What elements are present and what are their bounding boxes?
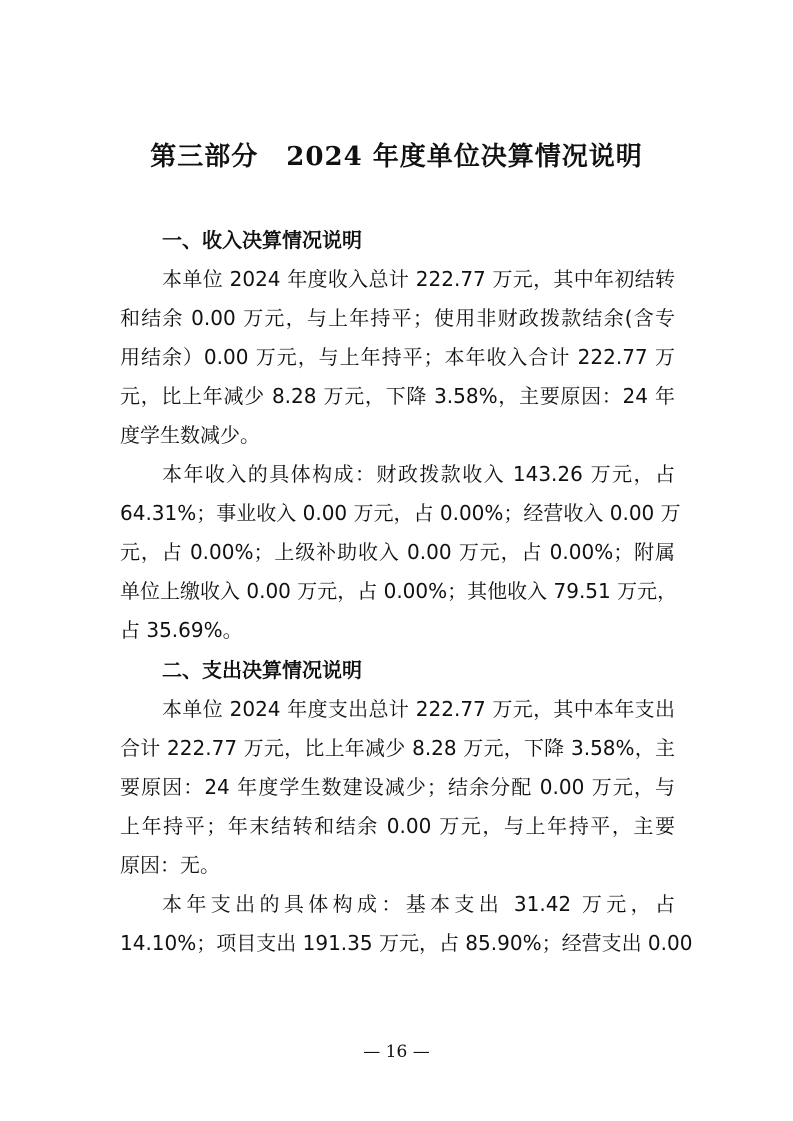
paragraph-expenditure-summary (120, 690, 675, 885)
text-line: 本年收入的具体构成：财政拨款收入 143.26 万元，占 (162, 462, 675, 486)
document-body (120, 220, 693, 963)
paragraph-income-summary (120, 260, 675, 455)
title-main-text: 2024 年度单位决算情况说明 (286, 142, 643, 172)
text-line: 和结余 0.00 万元，与上年持平；使用非财政拨款结余(含专 (120, 306, 675, 330)
text-line: 本年支出的具体构成：基本支出 31.42 万元，占 (162, 892, 675, 916)
section-heading-expenditure: 二、支出决算情况说明 (162, 658, 362, 682)
text-line: 要原因：24 年度学生数建设减少；结余分配 0.00 万元，与 (120, 775, 675, 799)
page-number: — 16 — (363, 1042, 430, 1062)
text-line: 合计 222.77 万元，比上年减少 8.28 万元，下降 3.58%，主 (120, 736, 675, 760)
paragraph-income-composition (120, 455, 681, 650)
paragraph-expenditure-composition (120, 885, 693, 963)
text-line: 原因：无。 (120, 853, 220, 877)
page-title (0, 136, 793, 173)
text-line: 64.31%；事业收入 0.00 万元，占 0.00%；经营收入 0.00 万 (120, 501, 681, 525)
text-line: 本单位 2024 年度支出总计 222.77 万元，其中本年支出 (162, 697, 675, 721)
text-line: 本单位 2024 年度收入总计 222.77 万元，其中年初结转 (162, 267, 675, 291)
section-heading-income: 一、收入决算情况说明 (162, 228, 362, 252)
text-line: 度学生数减少。 (120, 423, 260, 447)
text-line: 元，比上年减少 8.28 万元，下降 3.58%，主要原因：24 年 (120, 384, 675, 408)
text-line: 单位上缴收入 0.00 万元，占 0.00%；其他收入 79.51 万元， (120, 579, 678, 603)
title-part-label: 第三部分 (150, 142, 259, 172)
text-line: 元，占 0.00%；上级补助收入 0.00 万元，占 0.00%；附属 (120, 540, 675, 564)
text-line: 用结余）0.00 万元，与上年持平；本年收入合计 222.77 万 (120, 345, 675, 369)
text-line: 占 35.69%。 (120, 618, 243, 642)
text-line: 14.10%；项目支出 191.35 万元，占 85.90%；经营支出 0.00 (120, 931, 693, 955)
text-line: 上年持平；年末结转和结余 0.00 万元，与上年持平，主要 (120, 814, 675, 838)
